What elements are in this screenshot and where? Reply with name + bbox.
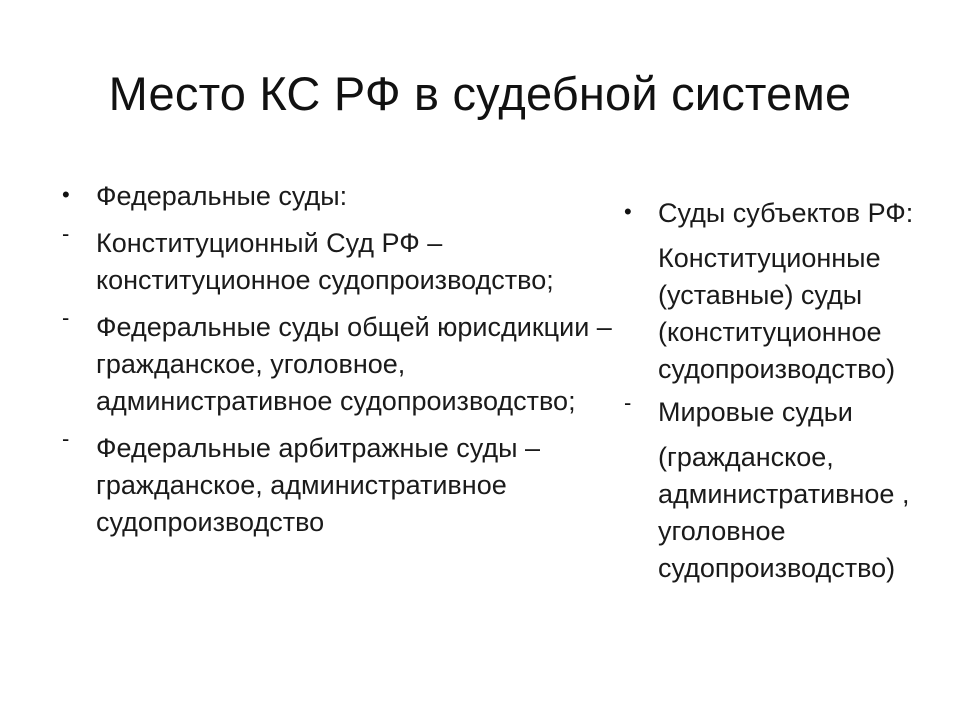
slide-title: Место КС РФ в судебной системе [108, 67, 852, 120]
list-item-text: Федеральные суды общей юрисдикции – гражданское, уголовное, административное судопроизводство; [96, 312, 612, 416]
list-item-text: Федеральные суды: [96, 181, 348, 211]
list-item-general-jurisdiction [58, 305, 638, 420]
list-item-text: Мировые судьи [658, 397, 853, 427]
bullet-icon: • [62, 182, 70, 207]
dash-icon: - [62, 221, 70, 246]
bullet-icon: • [624, 199, 632, 224]
right-column [620, 195, 955, 593]
list-item-magistrates-proceedings [620, 439, 955, 587]
list-item-constitutional-court [58, 221, 638, 299]
list-item-text: Федеральные арбитражные суды – гражданское, административное судопроизводство [96, 433, 541, 537]
list-item-text: (гражданское, административное , уголовное судопроизводство) [658, 442, 910, 583]
list-item-arbitration-courts [58, 426, 638, 541]
list-item-constitutional-charter-courts [620, 240, 955, 388]
list-item-magistrates [620, 390, 955, 431]
list-item-text: Конституционные (уставные) суды (конституционное судопроизводство) [658, 243, 896, 384]
list-item-text: Суды субъектов РФ: [658, 198, 914, 228]
dash-icon: - [62, 426, 70, 451]
list-item-subject-courts [620, 195, 955, 232]
dash-icon: - [62, 305, 70, 330]
left-column [58, 178, 638, 551]
list-item-federal-courts [58, 178, 638, 215]
dash-icon: - [624, 390, 632, 415]
list-item-text: Конституционный Суд РФ – конституционное судопроизводство; [96, 228, 554, 295]
